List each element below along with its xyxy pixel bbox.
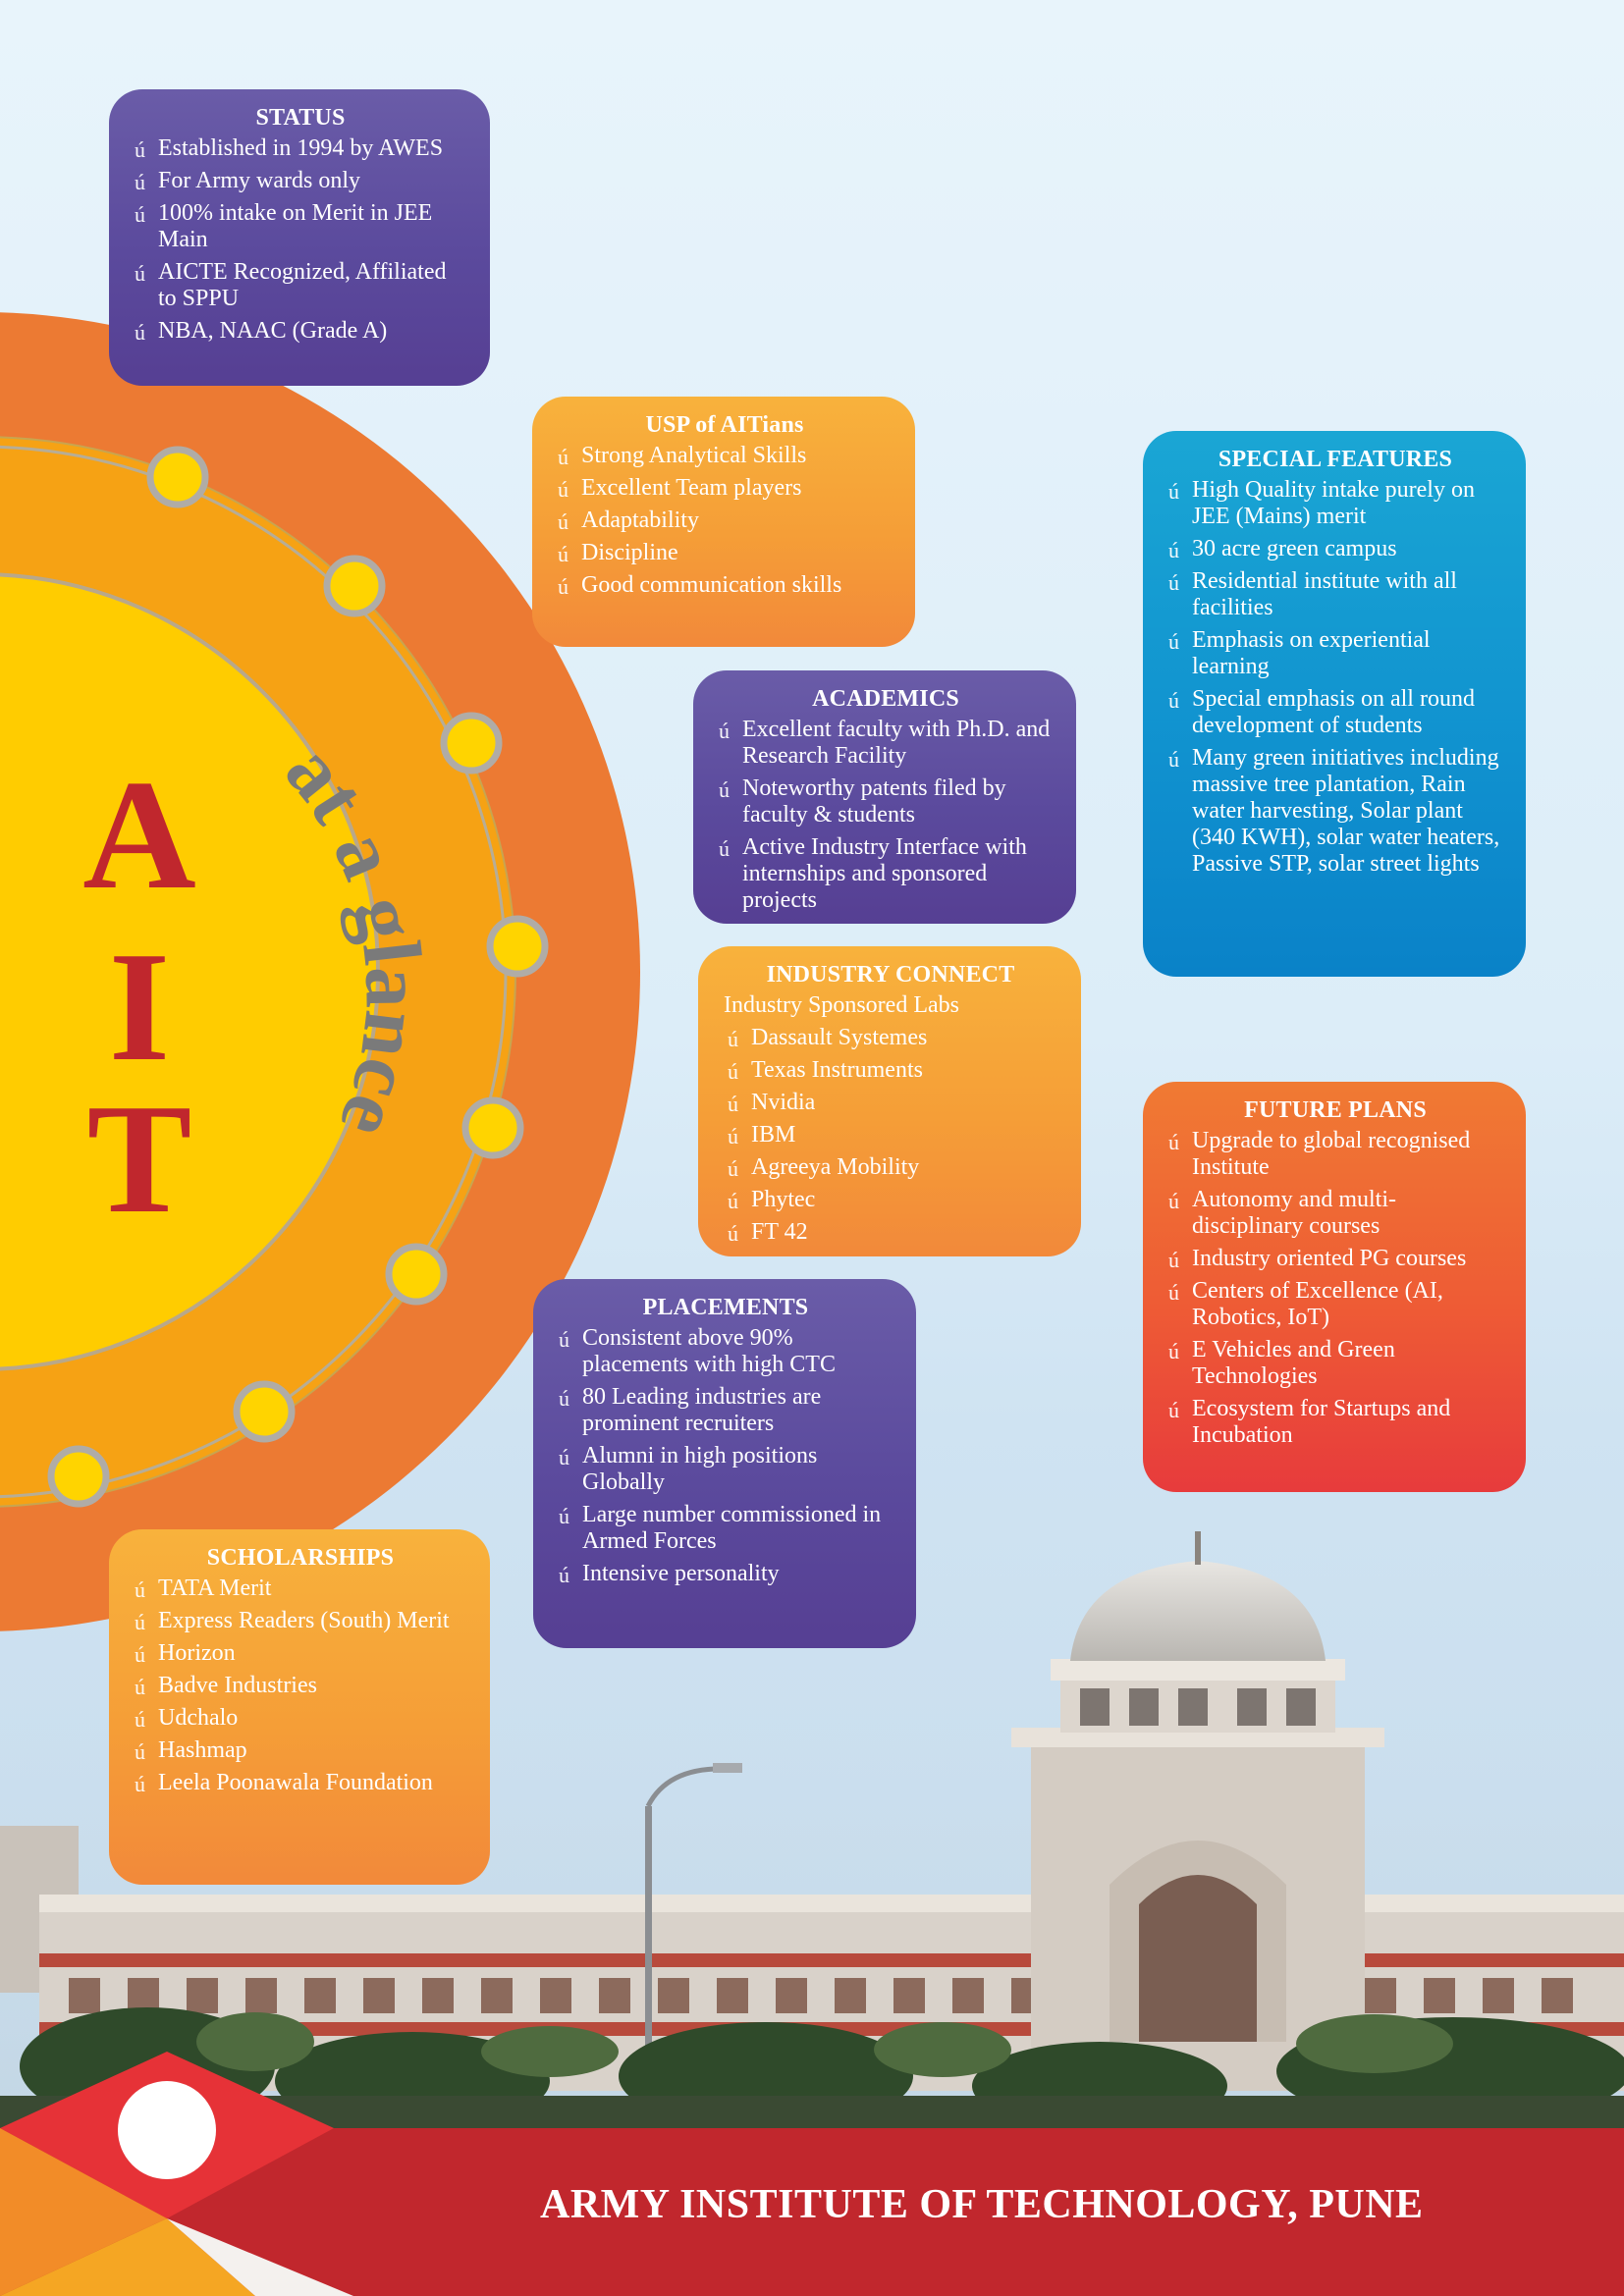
list-item: ú Texas Instruments	[728, 1057, 923, 1084]
list-item: ú Large number commissioned in Armed Forces	[559, 1502, 882, 1554]
check-bullet-icon: ú	[559, 1386, 569, 1411]
check-bullet-icon: ú	[1168, 1189, 1179, 1213]
orbit-dot	[465, 1100, 520, 1155]
scholarships-title: SCHOLARSHIPS	[206, 1545, 395, 1571]
list-item: ú FT 42	[728, 1219, 808, 1246]
orbit-dot	[237, 1384, 292, 1439]
list-item: ú Upgrade to global recognised Institute	[1168, 1128, 1471, 1180]
check-bullet-icon: ú	[135, 320, 145, 345]
check-bullet-icon: ú	[1168, 538, 1179, 562]
check-bullet-icon: ú	[719, 777, 730, 802]
check-bullet-icon: ú	[559, 1327, 569, 1352]
orbit-dot	[51, 1449, 106, 1504]
orbit-dot	[490, 919, 545, 974]
check-bullet-icon: ú	[728, 1156, 738, 1181]
list-item: ú Horizon	[135, 1640, 236, 1667]
check-bullet-icon: ú	[728, 1189, 738, 1213]
list-item: ú Many green initiatives including massive tree plantation, Rain water harvesting, Solar plant (340 KWH), solar water heaters, Passive STP, solar street lights	[1168, 745, 1500, 877]
list-item: ú Nvidia	[728, 1090, 816, 1116]
check-bullet-icon: ú	[135, 1707, 145, 1732]
list-item: ú Ecosystem for Startups and Incubation	[1168, 1396, 1451, 1448]
usp-box	[532, 397, 915, 647]
future-plans-list	[1168, 1128, 1502, 1449]
check-bullet-icon: ú	[728, 1059, 738, 1084]
check-bullet-icon: ú	[1168, 747, 1179, 772]
institute-name-footer: ARMY INSTITUTE OF TECHNOLOGY, PUNE	[540, 2182, 1424, 2227]
orbit-dot	[444, 716, 499, 771]
check-bullet-icon: ú	[1168, 1280, 1179, 1305]
check-bullet-icon: ú	[1168, 1130, 1179, 1154]
list-item: ú 100% intake on Merit in JEE Main	[135, 200, 433, 252]
list-item: ú 30 acre green campus	[1168, 536, 1397, 562]
check-bullet-icon: ú	[719, 836, 730, 861]
check-bullet-icon: ú	[558, 574, 568, 599]
list-item: ú Discipline	[558, 540, 678, 566]
usp-title: USP of AITians	[645, 412, 804, 438]
list-item: ú Residential institute with all facilities	[1168, 568, 1457, 620]
special-features-title: SPECIAL FEATURES	[1218, 447, 1453, 472]
at-a-glance-tagline: at a glance	[267, 726, 440, 1150]
industry-connect-title: INDUSTRY CONNECT	[766, 962, 1015, 988]
list-item: ú Express Readers (South) Merit	[135, 1608, 450, 1634]
check-bullet-icon: ú	[719, 719, 730, 743]
logo-letter-a: A	[82, 747, 196, 922]
list-item: ú Alumni in high positions Globally	[559, 1443, 818, 1495]
check-bullet-icon: ú	[558, 477, 568, 502]
academics-box	[693, 670, 1076, 924]
scholarships-list	[135, 1575, 466, 1796]
future-plans-box	[1143, 1082, 1526, 1492]
check-bullet-icon: ú	[135, 1610, 145, 1634]
check-bullet-icon: ú	[135, 202, 145, 227]
orbit-dot	[389, 1247, 444, 1302]
list-item: ú TATA Merit	[135, 1575, 272, 1602]
list-item: ú Industry oriented PG courses	[1168, 1246, 1467, 1272]
check-bullet-icon: ú	[559, 1563, 569, 1587]
check-bullet-icon: ú	[1168, 1339, 1179, 1363]
check-bullet-icon: ú	[135, 1642, 145, 1667]
list-item: ú 80 Leading industries are prominent recruiters	[559, 1384, 822, 1436]
industry-connect-box	[698, 946, 1081, 1256]
logo-letter-i: I	[108, 919, 171, 1094]
check-bullet-icon: ú	[558, 509, 568, 534]
check-bullet-icon: ú	[135, 137, 145, 162]
orbit-dot	[327, 559, 382, 614]
check-bullet-icon: ú	[728, 1027, 738, 1051]
list-item: ú Adaptability	[558, 507, 699, 534]
check-bullet-icon: ú	[728, 1092, 738, 1116]
placements-title: PLACEMENTS	[642, 1295, 809, 1320]
special-features-box	[1143, 431, 1526, 977]
check-bullet-icon: ú	[728, 1221, 738, 1246]
academics-title: ACADEMICS	[812, 686, 959, 712]
list-item: ú E Vehicles and Green Technologies	[1168, 1337, 1395, 1389]
special-features-list	[1168, 477, 1502, 878]
list-item: ú Noteworthy patents filed by faculty & students	[719, 775, 1006, 828]
list-item: ú Hashmap	[135, 1737, 247, 1764]
list-item: ú Active Industry Interface with internships and sponsored projects	[719, 834, 1027, 913]
list-item: ú Established in 1994 by AWES	[135, 135, 444, 162]
placements-box	[533, 1279, 916, 1648]
check-bullet-icon: ú	[558, 445, 568, 469]
future-plans-title: FUTURE PLANS	[1244, 1097, 1427, 1123]
check-bullet-icon: ú	[1168, 688, 1179, 713]
placements-list	[559, 1325, 893, 1587]
list-item: ú IBM	[728, 1122, 796, 1148]
list-item: ú Strong Analytical Skills	[558, 443, 807, 469]
white-circle-emblem	[118, 2081, 216, 2179]
list-item: ú Agreeya Mobility	[728, 1154, 920, 1181]
logo-letter-t: T	[86, 1071, 192, 1246]
academics-list	[719, 717, 1053, 914]
status-box	[109, 89, 490, 386]
check-bullet-icon: ú	[135, 261, 145, 286]
industry-connect-list	[724, 1025, 1057, 1246]
check-bullet-icon: ú	[1168, 1248, 1179, 1272]
list-item: ú Emphasis on experiential learning	[1168, 627, 1431, 679]
orbit-dot	[150, 450, 205, 505]
check-bullet-icon: ú	[1168, 629, 1179, 654]
check-bullet-icon: ú	[1168, 570, 1179, 595]
list-item: ú Good communication skills	[558, 572, 842, 599]
check-bullet-icon: ú	[135, 1772, 145, 1796]
list-item: ú Centers of Excellence (AI, Robotics, IoT)	[1168, 1278, 1443, 1330]
check-bullet-icon: ú	[559, 1504, 569, 1528]
check-bullet-icon: ú	[558, 542, 568, 566]
list-item: ú For Army wards only	[135, 168, 360, 194]
list-item: ú High Quality intake purely on JEE (Mains) merit	[1168, 477, 1475, 529]
footer-corner-graphic	[0, 2042, 353, 2296]
check-bullet-icon: ú	[135, 1577, 145, 1602]
check-bullet-icon: ú	[135, 1739, 145, 1764]
check-bullet-icon: ú	[728, 1124, 738, 1148]
list-item: ú Excellent faculty with Ph.D. and Research Facility	[719, 717, 1051, 769]
usp-list	[558, 443, 892, 599]
list-item: ú Excellent Team players	[558, 475, 802, 502]
check-bullet-icon: ú	[1168, 479, 1179, 504]
list-item: ú Consistent above 90% placements with high CTC	[559, 1325, 836, 1377]
check-bullet-icon: ú	[1168, 1398, 1179, 1422]
industry-connect-subtitle: Industry Sponsored Labs	[724, 992, 959, 1018]
list-item: ú Intensive personality	[559, 1561, 780, 1587]
check-bullet-icon: ú	[135, 170, 145, 194]
check-bullet-icon: ú	[559, 1445, 569, 1469]
check-bullet-icon: ú	[135, 1675, 145, 1699]
list-item: ú Special emphasis on all round development of students	[1168, 686, 1475, 738]
list-item: ú Dassault Systemes	[728, 1025, 928, 1051]
list-item: ú NBA, NAAC (Grade A)	[135, 318, 388, 345]
scholarships-box	[109, 1529, 490, 1885]
list-item: ú Phytec	[728, 1187, 816, 1213]
list-item: ú Udchalo	[135, 1705, 239, 1732]
list-item: ú Badve Industries	[135, 1673, 317, 1699]
list-item: ú Autonomy and multi-disciplinary courses	[1168, 1187, 1396, 1239]
status-list	[135, 135, 466, 345]
list-item: ú AICTE Recognized, Affiliated to SPPU	[135, 259, 447, 311]
list-item: ú Leela Poonawala Foundation	[135, 1770, 433, 1796]
status-title: STATUS	[255, 105, 346, 131]
